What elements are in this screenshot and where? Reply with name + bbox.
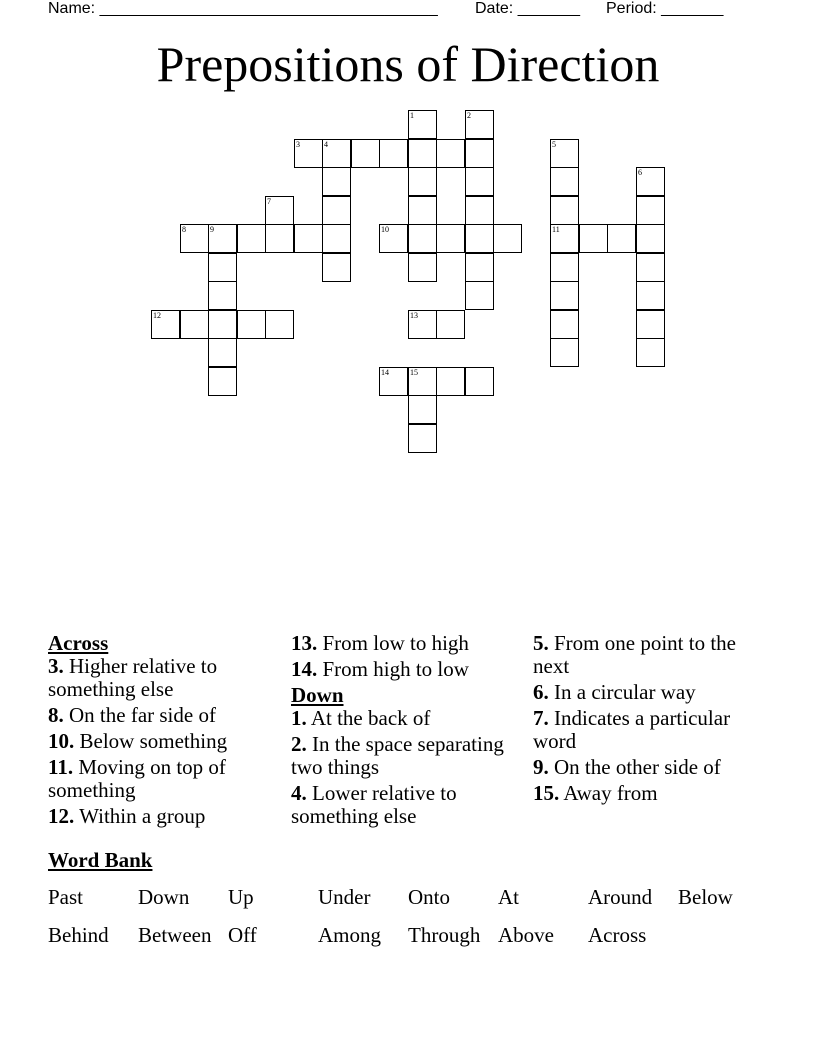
clue-item-number: 13.	[291, 631, 318, 655]
grid-cell[interactable]	[322, 139, 351, 168]
clue-item-number: 9.	[533, 755, 549, 779]
clue-item	[533, 756, 758, 779]
clue-item	[48, 805, 288, 828]
clue-item-number: 1.	[291, 706, 307, 730]
across-heading: Across	[48, 631, 109, 655]
grid-cell[interactable]	[408, 424, 437, 453]
grid-cell[interactable]	[237, 310, 266, 339]
period-field[interactable]: Period: _______	[606, 0, 724, 17]
grid-cell[interactable]	[465, 367, 494, 396]
grid-cell[interactable]	[408, 139, 437, 168]
grid-cell[interactable]	[408, 310, 437, 339]
clue-item	[533, 707, 758, 753]
clue-item-number: 14.	[291, 657, 318, 681]
clue-number: 3	[296, 140, 300, 149]
word-bank-word: Past	[48, 885, 84, 909]
clue-item	[48, 704, 288, 727]
clue-item	[291, 733, 531, 779]
clue-column-3	[533, 632, 758, 808]
clue-item-text: From high to low	[322, 657, 469, 681]
word-bank-word: Behind	[48, 923, 109, 947]
clue-item-number: 6.	[533, 680, 549, 704]
grid-cell[interactable]	[322, 224, 351, 253]
clue-item-text: Away from	[563, 781, 658, 805]
grid-cell[interactable]	[180, 310, 209, 339]
page-title: Prepositions of Direction	[156, 36, 660, 92]
grid-cell[interactable]	[636, 310, 665, 339]
grid-cell[interactable]	[379, 224, 408, 253]
grid-cell[interactable]	[493, 224, 522, 253]
clue-item-text: At the back of	[310, 706, 431, 730]
clue-item	[533, 782, 758, 805]
word-bank-word: Around	[588, 885, 653, 909]
grid-cell[interactable]	[237, 224, 266, 253]
clue-item-number: 4.	[291, 781, 307, 805]
clue-number: 8	[182, 225, 186, 234]
grid-cell[interactable]	[151, 310, 180, 339]
clue-number: 13	[410, 311, 418, 320]
grid-cell[interactable]	[208, 253, 237, 282]
clue-item	[48, 655, 288, 701]
clue-item-number: 3.	[48, 654, 64, 678]
clue-number: 15	[410, 368, 418, 377]
word-bank-word: Off	[228, 923, 257, 947]
grid-cell[interactable]	[550, 310, 579, 339]
grid-cell[interactable]	[322, 196, 351, 225]
date-field[interactable]: Date: _______	[475, 0, 580, 17]
clue-item	[48, 730, 288, 753]
clue-item	[533, 632, 758, 678]
word-bank-word: Through	[408, 923, 481, 947]
grid-cell[interactable]	[636, 338, 665, 367]
grid-cell[interactable]	[208, 310, 237, 339]
word-bank-word: Among	[318, 923, 381, 947]
grid-cell[interactable]	[294, 224, 323, 253]
grid-cell[interactable]	[465, 139, 494, 168]
grid-cell[interactable]	[636, 167, 665, 196]
clue-number: 10	[381, 225, 389, 234]
grid-cell[interactable]	[379, 367, 408, 396]
clue-column-2	[291, 632, 531, 831]
word-bank-word: Above	[498, 923, 554, 947]
clue-number: 1	[410, 111, 414, 120]
grid-cell[interactable]	[322, 253, 351, 282]
clue-item-number: 5.	[533, 631, 549, 655]
grid-cell[interactable]	[465, 196, 494, 225]
word-bank-word: Between	[138, 923, 212, 947]
grid-cell[interactable]	[465, 253, 494, 282]
clue-item-text: Within a group	[79, 804, 206, 828]
clue-number: 5	[552, 140, 556, 149]
grid-cell[interactable]	[408, 110, 437, 139]
word-bank-word: Below	[678, 885, 733, 909]
clue-column-1	[48, 632, 288, 831]
word-bank-word: Up	[228, 885, 254, 909]
name-field[interactable]: Name: ______________________________________	[48, 0, 438, 17]
word-bank-word: Down	[138, 885, 190, 909]
clue-item-number: 7.	[533, 706, 549, 730]
grid-cell[interactable]	[636, 196, 665, 225]
clue-item	[533, 681, 758, 704]
clue-item-text: Indicates a particular word	[533, 706, 731, 753]
clue-item	[291, 707, 531, 730]
grid-cell[interactable]	[550, 281, 579, 310]
grid-cell[interactable]	[465, 224, 494, 253]
grid-cell[interactable]	[550, 253, 579, 282]
clue-item	[291, 782, 531, 828]
clue-item-text: In the space separating two things	[291, 732, 504, 779]
clue-item-text: Higher relative to something else	[48, 654, 218, 701]
grid-cell[interactable]	[465, 110, 494, 139]
grid-cell[interactable]	[294, 139, 323, 168]
clue-item-number: 12.	[48, 804, 75, 828]
grid-cell[interactable]	[408, 196, 437, 225]
grid-cell[interactable]	[550, 167, 579, 196]
grid-cell[interactable]	[408, 167, 437, 196]
grid-cell[interactable]	[208, 338, 237, 367]
grid-cell[interactable]	[550, 338, 579, 367]
word-bank-heading: Word Bank	[48, 848, 153, 872]
grid-cell[interactable]	[408, 367, 437, 396]
clue-item-text: In a circular way	[554, 680, 696, 704]
clue-item-number: 2.	[291, 732, 307, 756]
clue-item-text: On the other side of	[554, 755, 721, 779]
grid-cell[interactable]	[436, 224, 465, 253]
clue-item-number: 11.	[48, 755, 74, 779]
clue-item-text: From one point to the next	[533, 631, 736, 678]
grid-cell[interactable]	[550, 196, 579, 225]
crossword-grid	[0, 0, 816, 470]
grid-cell[interactable]	[636, 224, 665, 253]
grid-cell[interactable]	[322, 167, 351, 196]
clue-item-text: Lower relative to something else	[291, 781, 457, 828]
grid-cell[interactable]	[550, 224, 579, 253]
clue-number: 9	[210, 225, 214, 234]
word-bank-word: Across	[588, 923, 647, 947]
clue-number: 11	[552, 225, 560, 234]
word-bank-word: At	[498, 885, 519, 909]
word-bank-word: Onto	[408, 885, 450, 909]
clue-item	[291, 658, 531, 681]
clue-item	[291, 632, 531, 655]
clue-number: 2	[467, 111, 471, 120]
clue-item-number: 10.	[48, 729, 75, 753]
clue-number: 14	[381, 368, 389, 377]
grid-cell[interactable]	[436, 139, 465, 168]
clue-number: 6	[638, 168, 642, 177]
word-bank-word: Under	[318, 885, 371, 909]
grid-cell[interactable]	[408, 224, 437, 253]
clue-item-text: Moving on top of something	[48, 755, 226, 802]
grid-cell[interactable]	[550, 139, 579, 168]
grid-cell[interactable]	[208, 367, 237, 396]
grid-cell[interactable]	[265, 310, 294, 339]
clue-number: 4	[324, 140, 328, 149]
grid-cell[interactable]	[180, 224, 209, 253]
grid-cell[interactable]	[465, 281, 494, 310]
clue-number: 12	[153, 311, 161, 320]
clue-number: 7	[267, 197, 271, 206]
grid-cell[interactable]	[265, 224, 294, 253]
clue-item-text: On the far side of	[69, 703, 216, 727]
grid-cell[interactable]	[636, 253, 665, 282]
down-heading: Down	[291, 683, 344, 707]
clue-item	[48, 756, 288, 802]
clue-item-number: 15.	[533, 781, 560, 805]
clue-item-text: Below something	[79, 729, 228, 753]
grid-cell[interactable]	[636, 281, 665, 310]
grid-cell[interactable]	[208, 224, 237, 253]
grid-cell[interactable]	[351, 139, 380, 168]
grid-cell[interactable]	[607, 224, 636, 253]
grid-cell[interactable]	[408, 253, 437, 282]
grid-cell[interactable]	[465, 167, 494, 196]
grid-cell[interactable]	[208, 281, 237, 310]
clue-item-text: From low to high	[322, 631, 469, 655]
grid-cell[interactable]	[408, 395, 437, 424]
grid-cell[interactable]	[436, 310, 465, 339]
grid-cell[interactable]	[265, 196, 294, 225]
grid-cell[interactable]	[379, 139, 408, 168]
clue-item-number: 8.	[48, 703, 64, 727]
grid-cell[interactable]	[436, 367, 465, 396]
grid-cell[interactable]	[579, 224, 608, 253]
